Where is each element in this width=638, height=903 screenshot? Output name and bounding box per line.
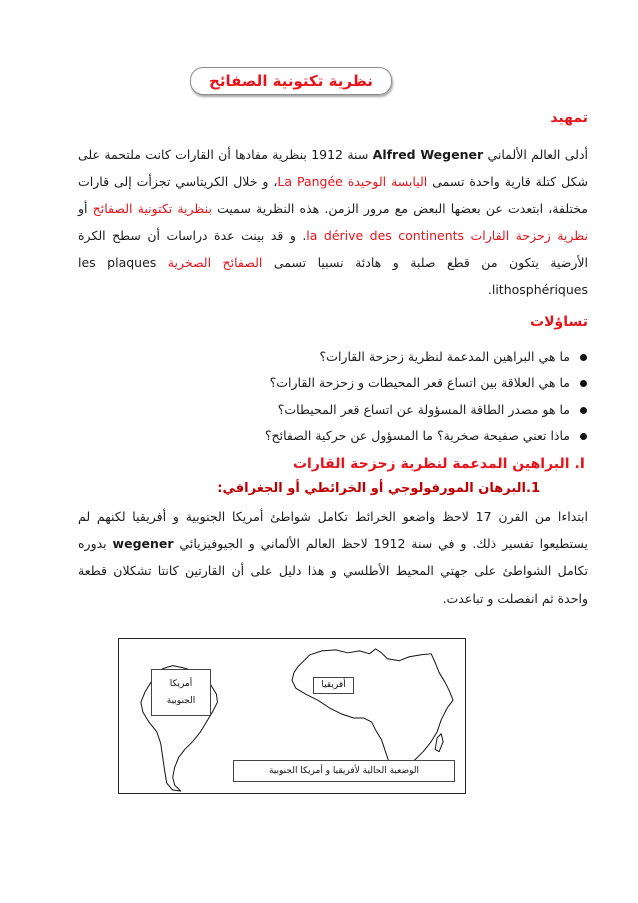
intro-heading: تمهيد [550,110,588,126]
evidence-text-2: بدوره تكامل الشواطئ على جهتي المحيط الأطلسي و هذا دليل على أن القارتين كانتا تشكلان قطعة واحدة ثم انفصلت و تباعدت. [78,535,588,606]
title-container [0,67,582,97]
question-item: ماذا تعني صفيحة صخرية؟ ما المسؤول عن حركية الصفائح؟ [78,423,588,449]
south-america-label [151,669,211,716]
intro-text-4: أو [78,201,93,216]
evidence-text-1: ابتداءا من القرن 17 لاحظ واضعو الخرائط تكامل شواطئ أمريكا الجنوبية و أفريقيا لكنهم لم يستطيعوا تفسير ذلك. و في سنة 1912 لاحظ العالم الألماني و الجيوفيزيائي [78,508,589,551]
section-heading [78,454,588,474]
lithospheric-plates-term: الصفائح الصخرية [167,255,263,270]
intro-text-2: سنة 1912 بنظرية مفادها أن القارات كانت ملتحمة على شكل كتلة قارية واحدة تسمى [78,147,588,189]
section-number: I. [574,455,585,472]
section-title: البراهين المدعمة لنظرية زحزحة القارات [292,455,575,472]
pangea-term: اليابسة الوحيدة La Pangée [277,174,428,189]
madagascar-outline [435,734,443,752]
intro-text-5: . و قد بينت عدة دراسات أن سطح الكرة الأرضية يتكون من قطع صلبة و هادئة نسبيا تسمى [78,228,589,270]
plate-tectonics-term: بنظرية تكتونية الصفائح [92,201,212,216]
scientist-name: wegener [112,535,174,551]
morphological-evidence-paragraph [78,503,588,612]
questions-heading: تساؤلات [530,314,588,330]
subsection-heading: 1.البرهان المورفولوجي أو الخرائطي أو الجغرافي: [217,480,540,496]
scientist-name: Alfred Wegener [372,147,484,162]
africa-outline [292,649,453,769]
intro-text-1: أدلى العالم الألماني [483,147,589,162]
continental-drift-term: نظرية زحزحة القارات la dérive des continents [306,228,589,243]
africa-label: أفريقيا [313,677,354,694]
south-america-label-line1: أمريكا [169,678,193,689]
intro-text-3: ، و خلال الكريتاسي تجزأت إلى قارات مختلفة، ابتعدت عن بعضها البعض مع مرور الزمن. هذه النظرية سميت [78,174,588,216]
continents-figure [118,638,466,794]
intro-text-6: les plaques lithosphériques. [78,255,588,297]
question-item: ما هي العلاقة بين اتساع قعر المحيطات و زحزحة القارات؟ [78,370,588,396]
question-item: ما هي البراهين المدعمة لنظرية زحزحة القارات؟ [78,344,588,370]
south-america-label-line2: الجنوبية [166,695,196,706]
questions-list [78,344,588,450]
figure-caption: الوضعية الحالية لأفريقيا و أمريكا الجنوبية [233,760,455,782]
page-title: نظرية تكتونية الصفائح [190,67,392,95]
question-item: ما هو مصدر الطاقة المسؤولة عن اتساع قعر المحيطات؟ [78,397,588,423]
intro-paragraph [78,141,588,303]
